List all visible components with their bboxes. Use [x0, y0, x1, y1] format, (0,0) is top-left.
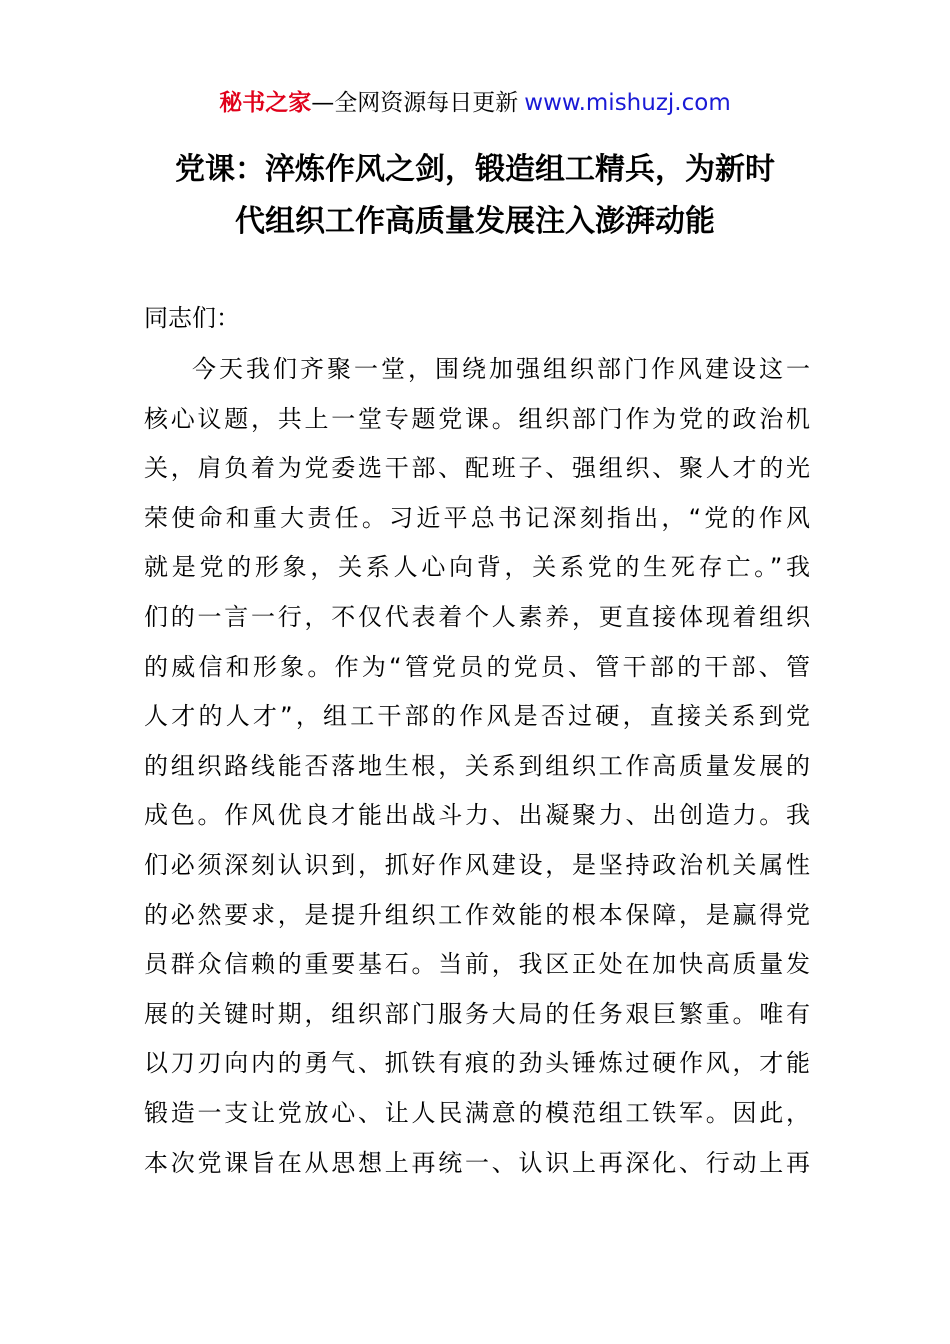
body-line: 锻造一支让党放心、让人民满意的模范组工铁军。因此， [144, 1098, 810, 1127]
site-url-link[interactable]: www.mishuzj.com [524, 90, 731, 116]
body-line: 就是党的形象，关系人心向背，关系党的生死存亡。”我 [144, 553, 810, 582]
body-line: 关，肩负着为党委选干部、配班子、强组织、聚人才的光 [144, 454, 810, 483]
body-line: 的组织路线能否落地生根，关系到组织工作高质量发展的 [144, 751, 810, 780]
body-line: 们的一言一行，不仅代表着个人素养，更直接体现着组织 [144, 602, 810, 631]
body-line: 人才的人才”，组工干部的作风是否过硬，直接关系到党 [144, 702, 810, 731]
body-line: 核心议题，共上一堂专题党课。组织部门作为党的政治机 [144, 404, 810, 433]
document-title-line-1: 党课：淬炼作风之剑，锻造组工精兵，为新时 [175, 152, 775, 187]
body-line: 的威信和形象。作为“管党员的党员、管干部的干部、管 [144, 652, 810, 681]
site-tagline: —全网资源每日更新 [311, 90, 519, 116]
body-line: 员群众信赖的重要基石。当前，我区正处在加快高质量发 [144, 950, 810, 979]
document-title-line-2: 代组织工作高质量发展注入澎湃动能 [235, 204, 715, 239]
body-line: 以刀刃向内的勇气、抓铁有痕的劲头锤炼过硬作风，才能 [144, 1049, 810, 1078]
body-line: 的必然要求，是提升组织工作效能的根本保障，是赢得党 [144, 900, 810, 929]
body-line: 荣使命和重大责任。习近平总书记深刻指出，“党的作风 [144, 503, 810, 532]
document-title [90, 144, 860, 248]
site-header [0, 86, 950, 120]
salutation: 同志们： [144, 304, 240, 332]
body-line: 们必须深刻认识到，抓好作风建设，是坚持政治机关属性 [144, 850, 810, 879]
body-line: 展的关键时期，组织部门服务大局的任务艰巨繁重。唯有 [144, 999, 810, 1028]
body-line: 成色。作风优良才能出战斗力、出凝聚力、出创造力。我 [144, 801, 810, 830]
body-paragraph [144, 345, 810, 1188]
body-line: 本次党课旨在从思想上再统一、认识上再深化、行动上再 [144, 1148, 810, 1177]
site-name: 秘书之家 [219, 90, 312, 116]
body-line: 今天我们齐聚一堂，围绕加强组织部门作风建设这一 [192, 355, 810, 383]
